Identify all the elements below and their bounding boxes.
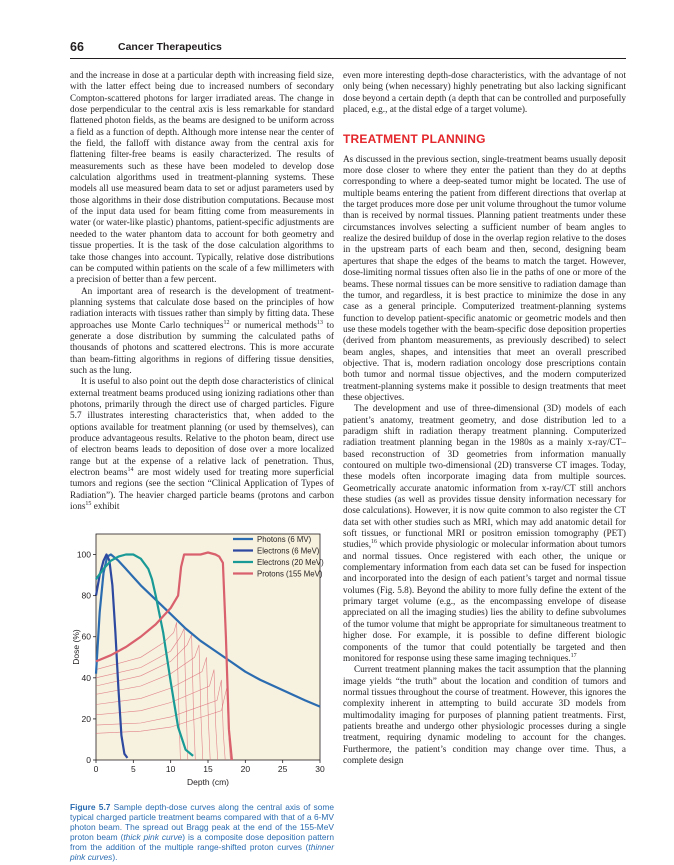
y-tick-label: 60 bbox=[81, 631, 91, 642]
figure-5-7 bbox=[70, 528, 334, 808]
header-rule bbox=[70, 58, 626, 59]
x-axis-label: Depth (cm) bbox=[186, 777, 230, 787]
x-tick-label: 20 bbox=[240, 764, 251, 774]
right-column bbox=[343, 71, 626, 767]
legend-entry: Electrons (6 MeV) bbox=[257, 546, 320, 556]
x-tick-label: 25 bbox=[277, 764, 288, 774]
legend-entry: Electrons (20 MeV) bbox=[257, 558, 324, 567]
page-header bbox=[70, 40, 626, 58]
y-tick-label: 80 bbox=[81, 590, 91, 601]
legend-entry: Protons (155 MeV) bbox=[257, 569, 323, 579]
right-paragraph-3: The development and use of three-dimensional (3D) models of each patient’s anatomy, treatment geometry, and dose distribution led to a paradigm shift in radiation therapy treatment planning. Computerized radiation treatment planning began in the 1980s as a mainly x-ray/CT–based reconstruction of 3D geometries from information manually contoured on multiple two-dimensional (2D) transverse CT images. Today, these models often incorporate imaging data from multiple sources. Geometrically accurate anatomic information from x-ray/CT still anchors these studies (as well as provides tissue density information necessary for dose calculations). However, it is now quite common to also register the CT data set with other studies such as MRI, which may add anatomic detail for soft tissues, or functional MRI or positron emission tomography (PET) studies,$^{16}$ which provide physiologic or molecular information about tumors and normal tissues. Once registered with each other, the unique or complementary information from each data set can be fused for inspection and incorporated into the design of each patient’s target and normal tissue volumes (Fig. 5.8). Beyond the ability to more fully define the extent of the primary target volume (e.g., as the encompassing envelope of disease appreciated on all the imaging studies) lies the ability to define subvolumes of the tumor volume that might be appropriate for simultaneous treatment to higher dose. For example, it is possible to define different biologic components of the tumor that could potentially be targeted and then monitored for response using these same imaging techniques.$^{17}$ bbox=[343, 404, 626, 664]
y-axis-label: Dose (%) bbox=[71, 629, 81, 665]
right-paragraph-2: As discussed in the previous section, single-treatment beams usually deposit more dose closer to where they enter the patient than they do at depths corresponding to where a deep-seated tumor might be located. The use of multiple beams entering the patient from different directions that overlap at the target produces more dose per unit volume throughout the tumor volume than is received by normal tissues. Planning patient treatments under these circumstances involves selecting a sufficient number of beam angles to realize the desired buildup of dose in the overlap region relative to the doses in the upstream parts of each beam and then, second, designing beam apertures that shape the edges of the beams to match the target. However, dose-limiting normal tissues often also lie in the paths of one or more of the beams. These normal tissues can be more sensitive to radiation damage than the tumor, and regardless, it is best practice to minimize the dose in any case as a general principle. Computerized treatment-planning systems function to develop patient-specific anatomic or geometric models and then use these models together with the beam-specific dose deposition properties (derived from phantom measurements, as previously described) to select beam angles, shapes, and intensities that meet an overall prescribed objective. That is, modern radiation oncology dose prescriptions contain both tumor and normal tissue objectives, and the modern computerized treatment-planning systems make it possible to design treatments that meet these objectives. bbox=[343, 154, 626, 403]
depth-dose-chart bbox=[70, 528, 334, 802]
x-tick-label: 0 bbox=[93, 764, 99, 774]
x-tick-label: 5 bbox=[130, 764, 136, 774]
reference-16: 16 bbox=[371, 539, 378, 546]
page-number: 66 bbox=[70, 40, 84, 54]
left-paragraph-3: It is useful to also point out the depth dose characteristics of clinical external treatment beams produced using ionizing radiations other than photons, primarily through the direct use of charged particles. Figure 5.7 illustrates interesting characteristics that, when added to the options available for treatment planning (or used by themselves), can produce advantageous results. Relative to the photon beam, direct use of electron beams leads to deposition of dose over a more localized range but at the expense of a relative lack of penetration. Thus, electron beams$^{14}$ are most widely used for treating more superficial tumors and regions (see the section “Clinical Application of Types of Radiation”). The heavier charged particle beams (protons and carbon ions$^{15}$ exhibit bbox=[70, 377, 334, 513]
figure-caption: Figure 5.7 Sample depth-dose curves along the central axis of some typical charged particle treatment beams compared with that of a 6-MV photon beam. The spread out Bragg peak at the end of the 155-MeV proton beam (thick pink curve) is a composite dose deposition pattern from the addition of the multiple range-shifted proton curves (thinner pink curves). bbox=[70, 802, 334, 863]
reference-15: 15 bbox=[85, 501, 92, 508]
reference-12: 12 bbox=[223, 319, 230, 326]
x-tick-label: 10 bbox=[165, 764, 176, 774]
y-tick-label: 20 bbox=[81, 713, 91, 724]
left-column bbox=[70, 71, 334, 513]
right-paragraph-4: Current treatment planning makes the tacit assumption that the planning image yields “the truth” about the location and condition of tumors and normal tissues throughout the course of treatment. However, this ignores the complexity inherent in attempting to build accurate 3D models from multimodality imaging for purposes of planning patient treatments. First, patients breathe and undergo other physiologic processes during a single treatment, requiring dynamic modeling to account for the changes. Furthermore, the patient’s condition may change over time. Thus, a complete design bbox=[343, 665, 626, 766]
left-paragraph-2: An important area of research is the development of treatment-planning systems that calculate dose based on the principles of how radiation interacts with tissues rather than simply by fitting data. These approaches use Monte Carlo techniques$^{12}$ or numerical methods$^{13}$ to generate a dose distribution by summing the calculated paths of thousands of photons and scattered electrons. This is more accurate than beam-fitting algorithms in regions of differing tissue densities, such as the lung. bbox=[70, 286, 334, 376]
x-tick-label: 15 bbox=[203, 764, 213, 774]
x-tick-label: 30 bbox=[315, 764, 325, 774]
reference-13: 13 bbox=[316, 319, 323, 326]
y-tick-label: 0 bbox=[86, 755, 91, 765]
reference-17: 17 bbox=[570, 652, 577, 659]
y-tick-label: 100 bbox=[76, 549, 91, 560]
running-title: Cancer Therapeutics bbox=[118, 41, 222, 53]
section-heading: TREATMENT PLANNING bbox=[343, 132, 486, 147]
y-tick-label: 40 bbox=[81, 672, 91, 683]
caption-label: Figure 5.7 bbox=[70, 802, 111, 812]
right-paragraph-1: even more interesting depth-dose characteristics, with the advantage of not only being (when necessary) highly penetrating but also lacking significant dose beyond a certain depth (a depth that can be controlled and purposefully placed, e.g., at the distal edge of a target volume). bbox=[343, 71, 626, 116]
left-paragraph-1: and the increase in dose at a particular depth with increasing field size, with the latter effect being due to increased numbers of secondary Compton-scattered photons for larger irradiated areas. The change in dose perpendicular to the central axis is less remarkable for standard flattened photon fields, as the beams are designed to be uniform across a field as a function of depth. Although more intense near the center of the field, the falloff with distance away from the central axis for flattening filter-free beams is easily characterized. The results of measurements such as these have been modeled to develop dose calculation algorithms used in treatment-planning systems. These models all use measured beam data to set or adjust parameters used by those algorithms in their dose distribution computations. Because most of the input data used for beam fitting come from measurements in water (or water-like plastic) phantoms, patient-specific adjustments are needed to the water phantom data to account for both geometry and tissue properties. It is the task of the dose calculation algorithms to take those changes into account. Typically, relative dose distributions can be computed within patients on the scale of a few millimeters with a precision of better than a few percent. bbox=[70, 71, 334, 286]
legend-entry: Photons (6 MV) bbox=[257, 535, 312, 544]
reference-14: 14 bbox=[127, 467, 134, 474]
